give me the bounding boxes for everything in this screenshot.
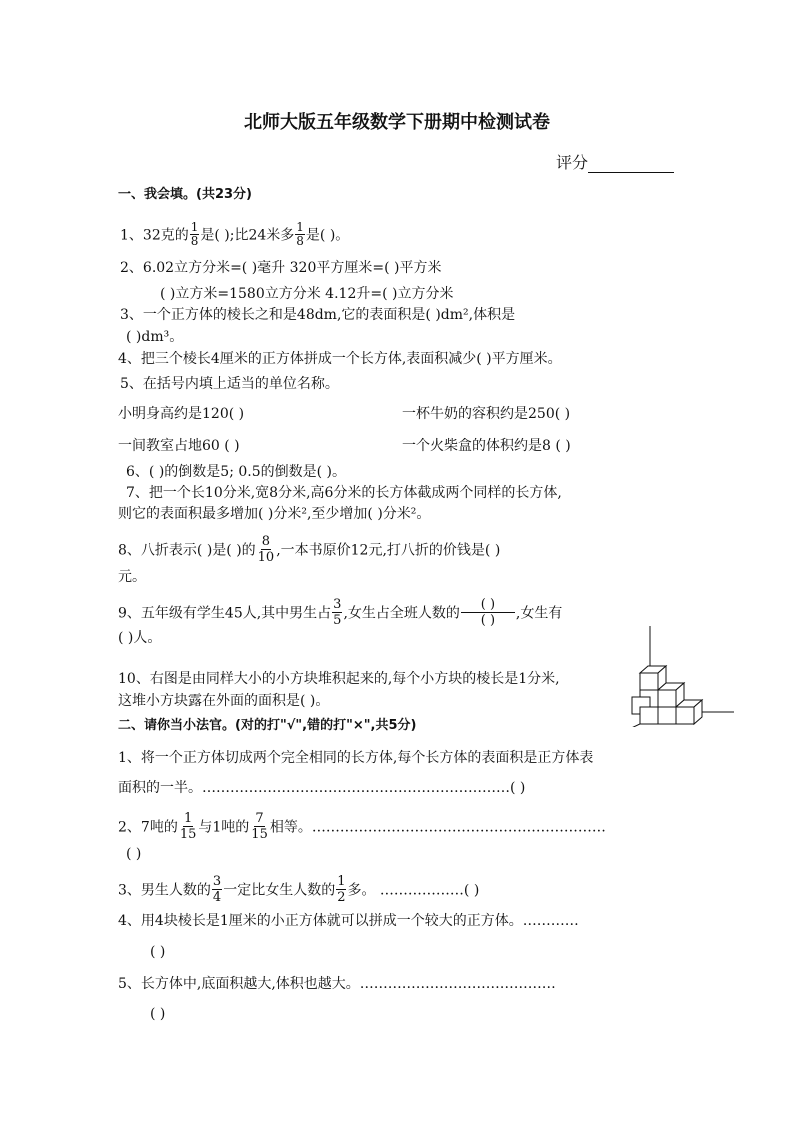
question-1-4: 4、把三个棱长4厘米的正方体拼成一个长方体,表面积减少( )平方厘米。: [118, 351, 562, 367]
question-2-5-line2: ( ): [150, 1006, 166, 1022]
question-1-8: [118, 535, 500, 566]
q1-text-a: 1、32克的: [120, 227, 189, 244]
score-blank[interactable]: [588, 156, 674, 173]
fraction: $\frac{1}{8}$: [296, 220, 304, 248]
question-1-3-line2: ( )dm³。: [126, 329, 184, 345]
question-1-10-line1: 10、右图是由同样大小的小方块堆积起来的,每个小方块的棱长是1分米,: [118, 671, 560, 687]
question-1-7-line2: 则它的表面积最多增加( )分米²,至少增加( )分米²。: [118, 506, 431, 522]
fraction: $\frac{3}{4}$: [212, 874, 222, 905]
fraction: $\frac{1}{2}$: [337, 874, 346, 905]
question-2-4-line1: 4、用4块棱长是1厘米的小正方体就可以拼成一个较大的正方体。…………: [118, 913, 579, 929]
question-1-5: 5、在括号内填上适当的单位名称。: [120, 376, 339, 392]
fraction: $\frac{1}{8}$: [190, 220, 199, 248]
question-1-9: [118, 598, 562, 629]
q9-text-b: ,女生占全班人数的: [343, 605, 460, 622]
q8-text-a: 8、八折表示( )是( )的: [118, 542, 256, 559]
cube-stack-figure: [600, 622, 740, 727]
q1-text-c: 是( )。: [305, 227, 350, 244]
question-2-4-line2: ( ): [150, 944, 166, 960]
fraction: $\frac{8}{10}$: [257, 534, 275, 565]
question-1-2-line2: ( )立方米=1580立方分米 4.12升=( )立方分米: [160, 286, 454, 302]
fraction: $\frac{3}{5}$: [333, 597, 342, 628]
q3-text-c: 多。 ………………( ): [347, 882, 480, 899]
q2-text-a: 2、7吨的: [118, 819, 178, 836]
q8-text-b: ,一本书原价12元,打八折的价钱是( ): [276, 542, 501, 559]
question-1-9-end: ( )人。: [118, 630, 162, 646]
fraction-blank[interactable]: ( ) ( ): [461, 597, 515, 628]
q3-text-a: 3、男生人数的: [118, 882, 211, 899]
question-1-6: 6、( )的倒数是5; 0.5的倒数是( )。: [126, 464, 346, 480]
page-title: 北师大版五年级数学下册期中检测试卷: [244, 112, 550, 133]
question-1-5-row1b: 一杯牛奶的容积约是250( ): [402, 406, 571, 422]
question-2-1-line2: 面积的一半。…………………………………………………………( ): [118, 780, 526, 796]
question-2-2-end: ( ): [126, 846, 142, 862]
fraction: $\frac{7}{15}$: [251, 811, 268, 842]
q1-text-b: 是( );比24米多: [200, 227, 295, 244]
question-1-8-end: 元。: [118, 569, 146, 585]
q9-text-c: ,女生有: [515, 605, 563, 622]
q3-text-b: 一定比女生人数的: [223, 882, 336, 899]
question-1-2-line1: 2、6.02立方分米=( )毫升 320平方厘米=( )平方米: [120, 260, 442, 276]
question-2-3: [118, 875, 479, 906]
score-field: [556, 150, 674, 173]
question-1-10-line2: 这堆小方块露在外面的面积是( )。: [118, 693, 330, 709]
question-1-5-row2b: 一个火柴盒的体积约是8 ( ): [402, 438, 571, 454]
question-2-5-line1: 5、长方体中,底面积越大,体积也越大。……………………………………: [118, 976, 556, 992]
q2-text-c: 相等。………………………………………………………: [269, 819, 606, 836]
q2-text-b: 与1吨的: [198, 819, 250, 836]
question-2-2: [118, 812, 606, 843]
question-2-1-line1: 1、将一个正方体切成两个完全相同的长方体,每个长方体的表面积是正方体表: [118, 750, 594, 766]
question-1-5-row2a: 一间教室占地60 ( ): [118, 438, 240, 454]
question-1-5-row1a: 小明身高约是120( ): [118, 406, 245, 422]
section2-heading: 二、请你当小法官。(对的打"√",错的打"×",共5分): [118, 718, 417, 733]
q9-text-a: 9、五年级有学生45人,其中男生占: [118, 605, 332, 622]
score-label: 评分: [556, 153, 589, 172]
question-1-3-line1: 3、一个正方体的棱长之和是48dm,它的表面积是( )dm²,体积是: [120, 307, 516, 323]
fraction: $\frac{1}{15}$: [179, 811, 197, 842]
section1-heading: 一、我会填。(共23分): [118, 187, 252, 202]
question-1-7-line1: 7、把一个长10分米,宽8分米,高6分米的长方体截成两个同样的长方体,: [126, 485, 562, 501]
question-1-1: [120, 222, 349, 249]
